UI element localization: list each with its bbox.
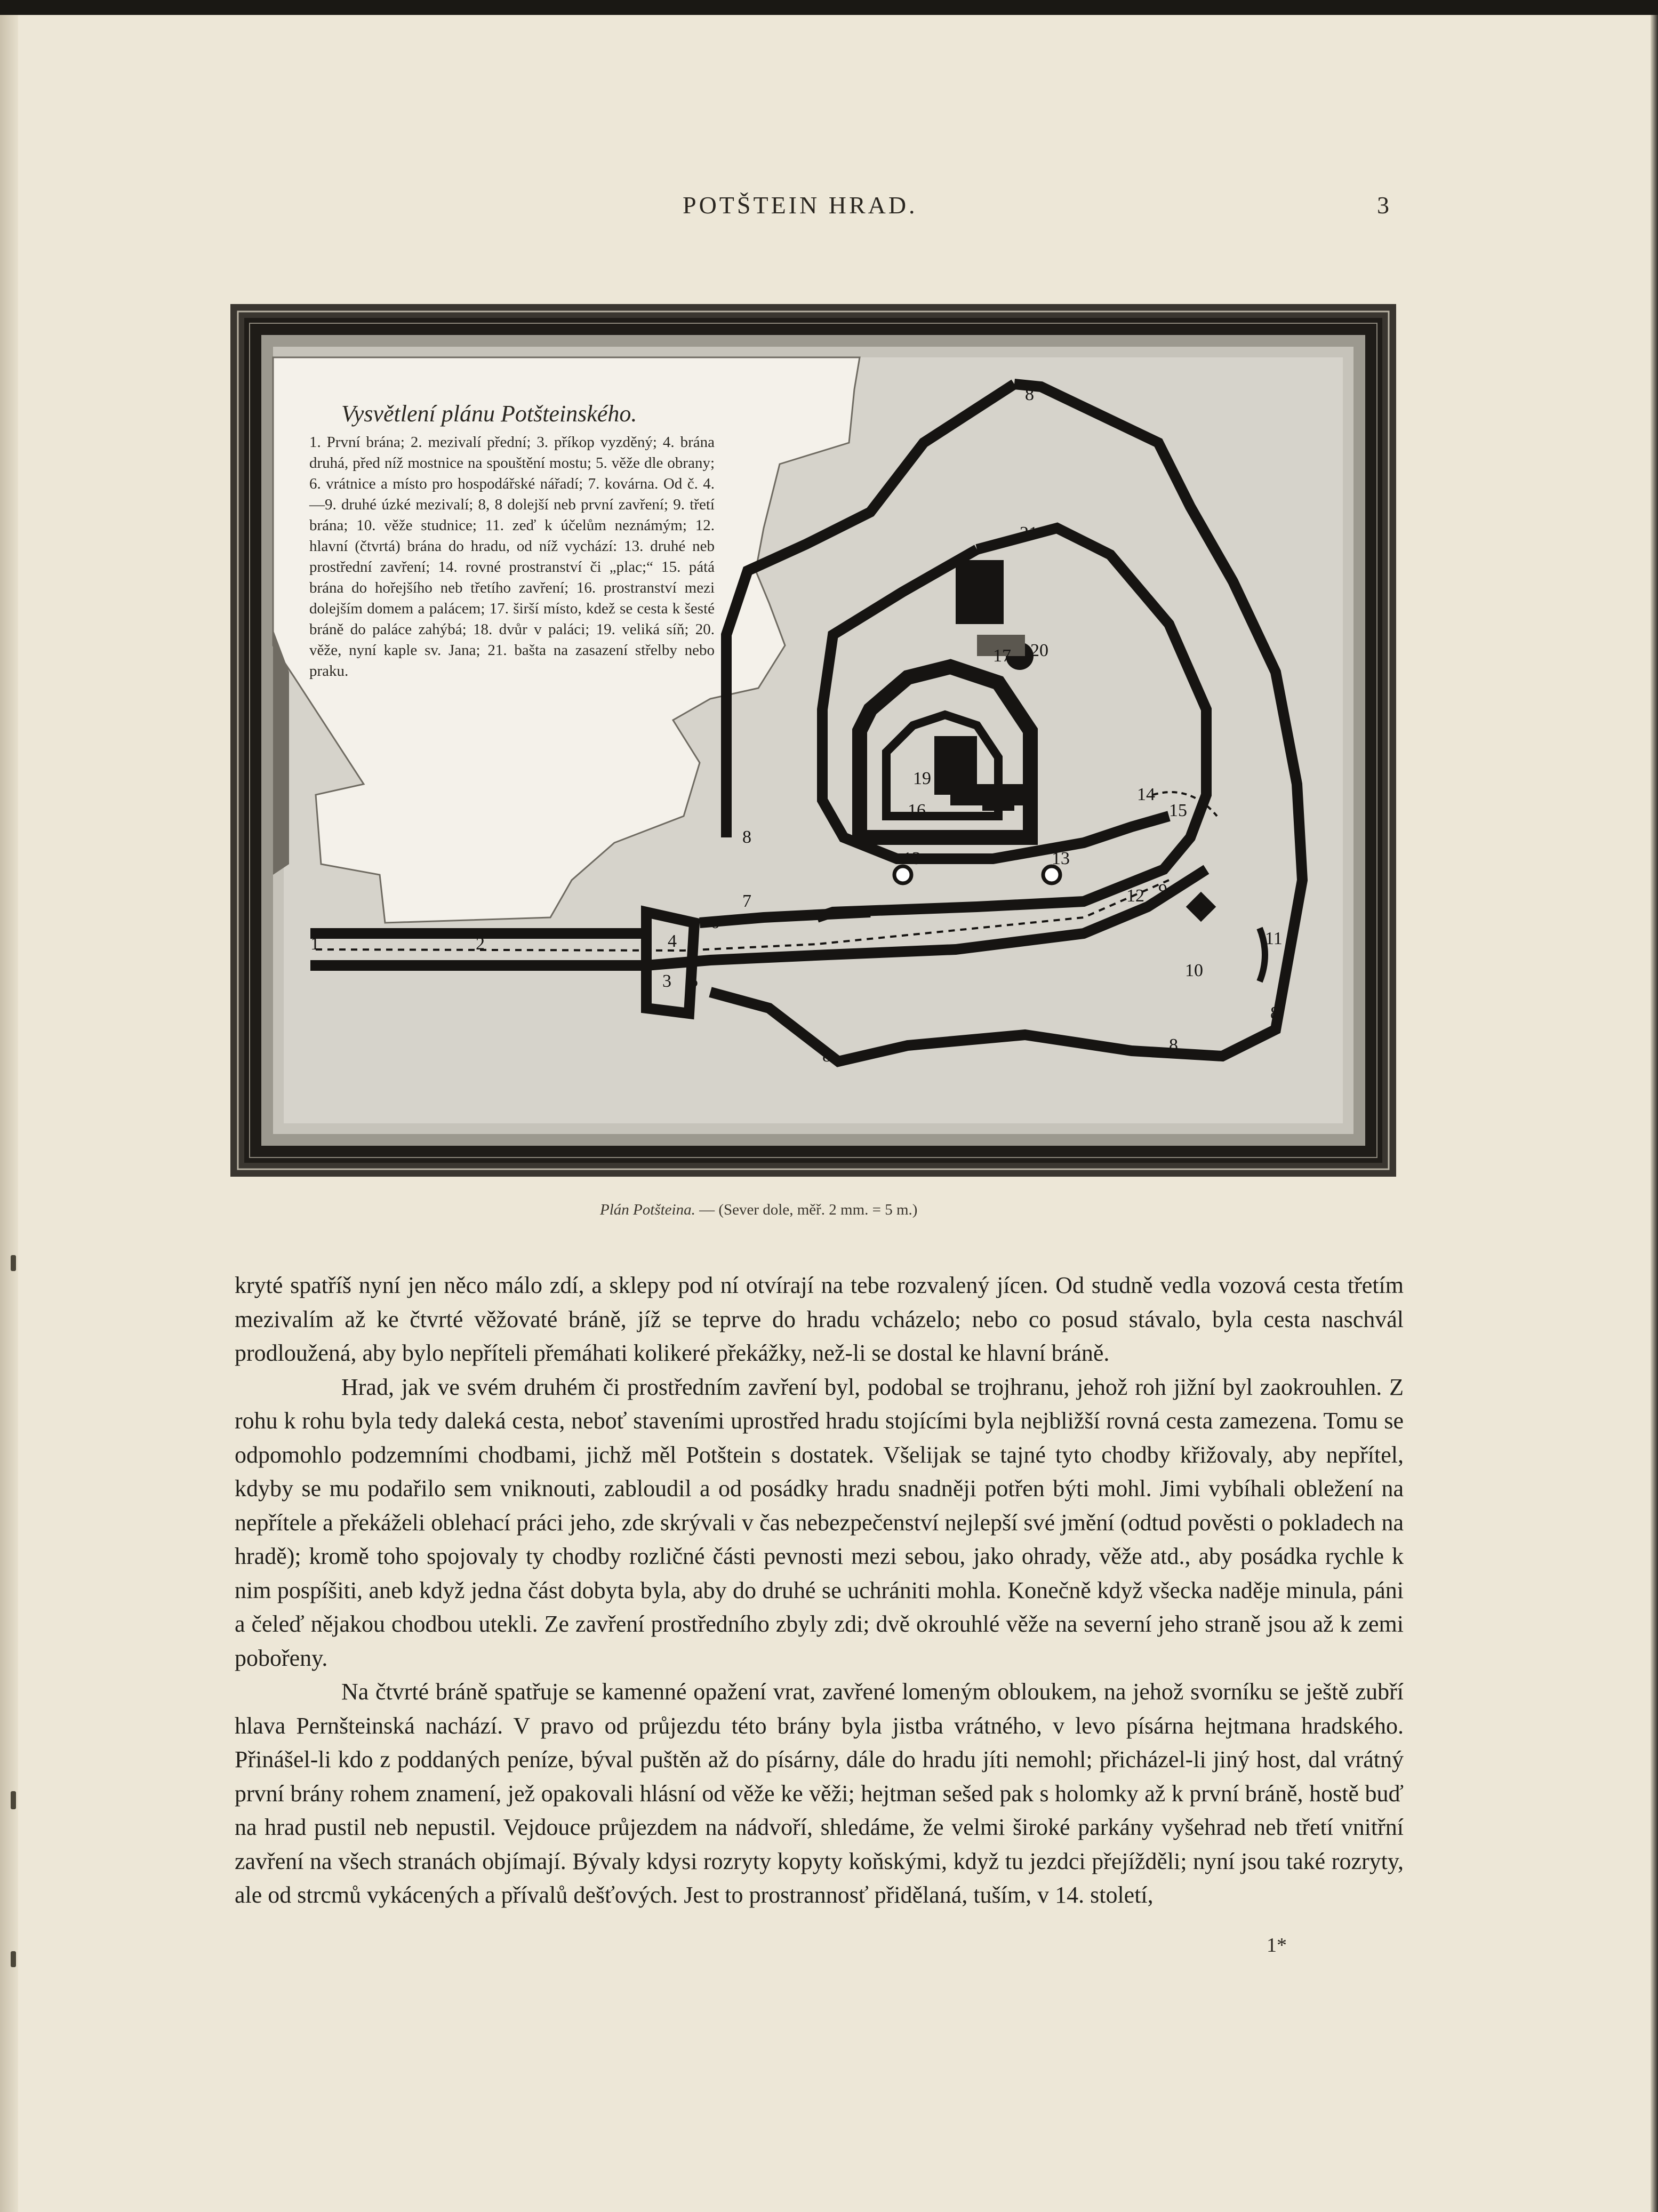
plan-number-label: 8	[822, 1046, 831, 1066]
margin-mark	[11, 1951, 16, 1967]
body-text	[235, 1268, 1404, 1912]
plan-legend-text: 1. První brána; 2. mezivalí přední; 3. příkop vyzděný; 4. brána druhá, před níž mostnice na spouštění mostu; 5. věže dle obrany; 6. vrátnice a místo pro hospodářské nářadí; 7. kovárna. Od č. 4.—9. druhé úzké mezivalí; 8, 8 dolejší neb první zavření; 9. třetí brána; 10. věže studnice; 11. zeď k účelům neznámým; 12. hlavní (čtvrtá) brána do hradu, od níž vychází: 13. druhé neb prostřední zavření; 14. rovné prostranství či „plac;“ 15. pátá brána do hořejšího neb třetího zavření; 16. prostranství mezi dolejším domem a palácem; 17. širší místo, kdež se cesta k šesté bráně do paláce zahýbá; 18. dvůr v paláci; 19. veliká síň; 20. věže, nyní kaple sv. Jana; 21. bašta na zasazení střelby nebo praku.	[309, 434, 715, 680]
plan-number-label: 18	[956, 753, 974, 772]
plan-number-label: 8	[1270, 1003, 1279, 1023]
plan-number-label: 1	[310, 934, 319, 954]
caption-title: Plán Potšteina.	[600, 1201, 695, 1218]
plan-number-label: 10	[1185, 961, 1203, 980]
running-header	[0, 191, 1658, 223]
plan-number-label: 8	[742, 827, 751, 847]
plan-number-label: 9	[1158, 881, 1167, 900]
figure-caption	[600, 1201, 917, 1219]
plan-number-label: 13	[903, 849, 921, 868]
plan-number-label: 20	[1030, 641, 1048, 660]
plan-number-label: 7	[742, 891, 751, 911]
plan-number-label: 16	[908, 801, 926, 820]
plan-number-label: 14	[1137, 785, 1155, 804]
plan-number-label: 15	[1169, 801, 1187, 820]
plan-number-label: 17	[993, 646, 1011, 666]
caption-note: — (Sever dole, měř. 2 mm. = 5 m.)	[699, 1201, 918, 1218]
plan-number-label: 8	[1025, 385, 1034, 404]
signature-mark: 1*	[1267, 1934, 1287, 1957]
margin-mark	[11, 1255, 16, 1271]
plan-number-label: 13	[1052, 849, 1070, 868]
paragraph-3: Na čtvrté bráně spatřuje se kamenné opažení vrat, zavřené lomeným obloukem, na jehož svorníku se ještě zubří hlava Pernšteinská nachází. V pravo od průjezdu této brány byla jistba vrátného, v levo písárna hejtmana hradského. Přinášel-li kdo z poddaných peníze, býval puštěn až do písárny, dále do hradu jíti nemohl; přicházel-li jiný host, dal vrátný první brány rohem znamení, jež opakovali hlásní od věže ke věži; hejtman sešed pak s holomky až k první bráně, hostě buď na hrad pustil neb nepustil. Vejdouce průjezdem na nádvoří, shledáme, že velmi široké parkány vyšehrad neb třetí vnitřní zavření na všech stranách objímají. Bývaly kdysi rozryty kopyty koňskými, když tu jezdci přejížděli; nyní jsou také rozryty, ale od strcmů vykácených a přívalů dešťových. Jest to prostrannosť přidělaná, tuším, v 14. století,	[235, 1679, 1404, 1908]
plan-number-label: 19	[913, 769, 931, 788]
page-number: 3	[1377, 191, 1389, 219]
plan-number-label: 2	[476, 934, 485, 954]
plan-number-label: 21	[1020, 523, 1038, 543]
paragraph-1: kryté spatříš nyní jen něco málo zdí, a sklepy pod ní otvírají na tebe rozvalený jícen. Od studně vedla vozová cesta třetím mezivalím až ke čtvrté věžovaté bráně, jíž se teprve do hradu vcházelo; nebo co posud stávalo, byla cesta naschvál prodloužená, aby bylo nepříteli přemáhati kolikeré překážky, než-li se dostal ke hlavní bráně.	[235, 1272, 1404, 1366]
plan-number-label: 4	[668, 931, 677, 951]
plan-number-label: 11	[1265, 929, 1283, 948]
margin-mark	[11, 1791, 16, 1809]
plan-number-label: 6	[710, 913, 719, 932]
page-gutter	[0, 15, 18, 2212]
plan-legend-title: Vysvětlení plánu Potšteinského.	[341, 401, 637, 427]
plan-number-label: 8	[1169, 1035, 1178, 1055]
running-title: POTŠTEIN HRAD.	[683, 191, 918, 219]
paragraph-2: Hrad, jak ve svém druhém či prostředním zavření byl, podobal se trojhranu, jehož roh jižní byl zaokrouhlen. Z rohu k rohu byla tedy daleká cesta, neboť staveními uprostřed hradu stojícími byla nejbližší rovná cesta zamezena. Tomu se odpomohlo podzemními chodbami, jichž měl Potštein s dostatek. Všelijak se tajné tyto chodby křižovaly, aby nepřítel, kdyby se mu podařilo sem vniknouti, zabloudil a od posádky hradu snadněji potřen býti mohl. Jimi vybíhali obležení na nepřítele a překáželi oblehací práci jeho, zde skrývali v čas nebezpečenství nejlepší své jmění (odtud pověsti o pokladech na hradě); kromě toho spojovaly ty chodby rozličné části pevnosti mezi sebou, jako ohrady, věže atd., aby posádka rychle k nim pospíšiti, aneb když jedna část dobyta byla, aby do druhé se uchrániti mohla. Konečně když všecka naděje minula, páni a čeleď nějakou chodbou utekli. Ze zavření prostředního zbyly zdi; dvě okrouhlé věže na severní jeho straně jsou až k zemi pobořeny.	[235, 1373, 1404, 1671]
page-edge	[1651, 15, 1658, 2212]
plan-number-label: 5	[689, 971, 698, 991]
plan-number-label: 12	[1126, 886, 1144, 906]
plan-number-label: 3	[662, 971, 671, 991]
